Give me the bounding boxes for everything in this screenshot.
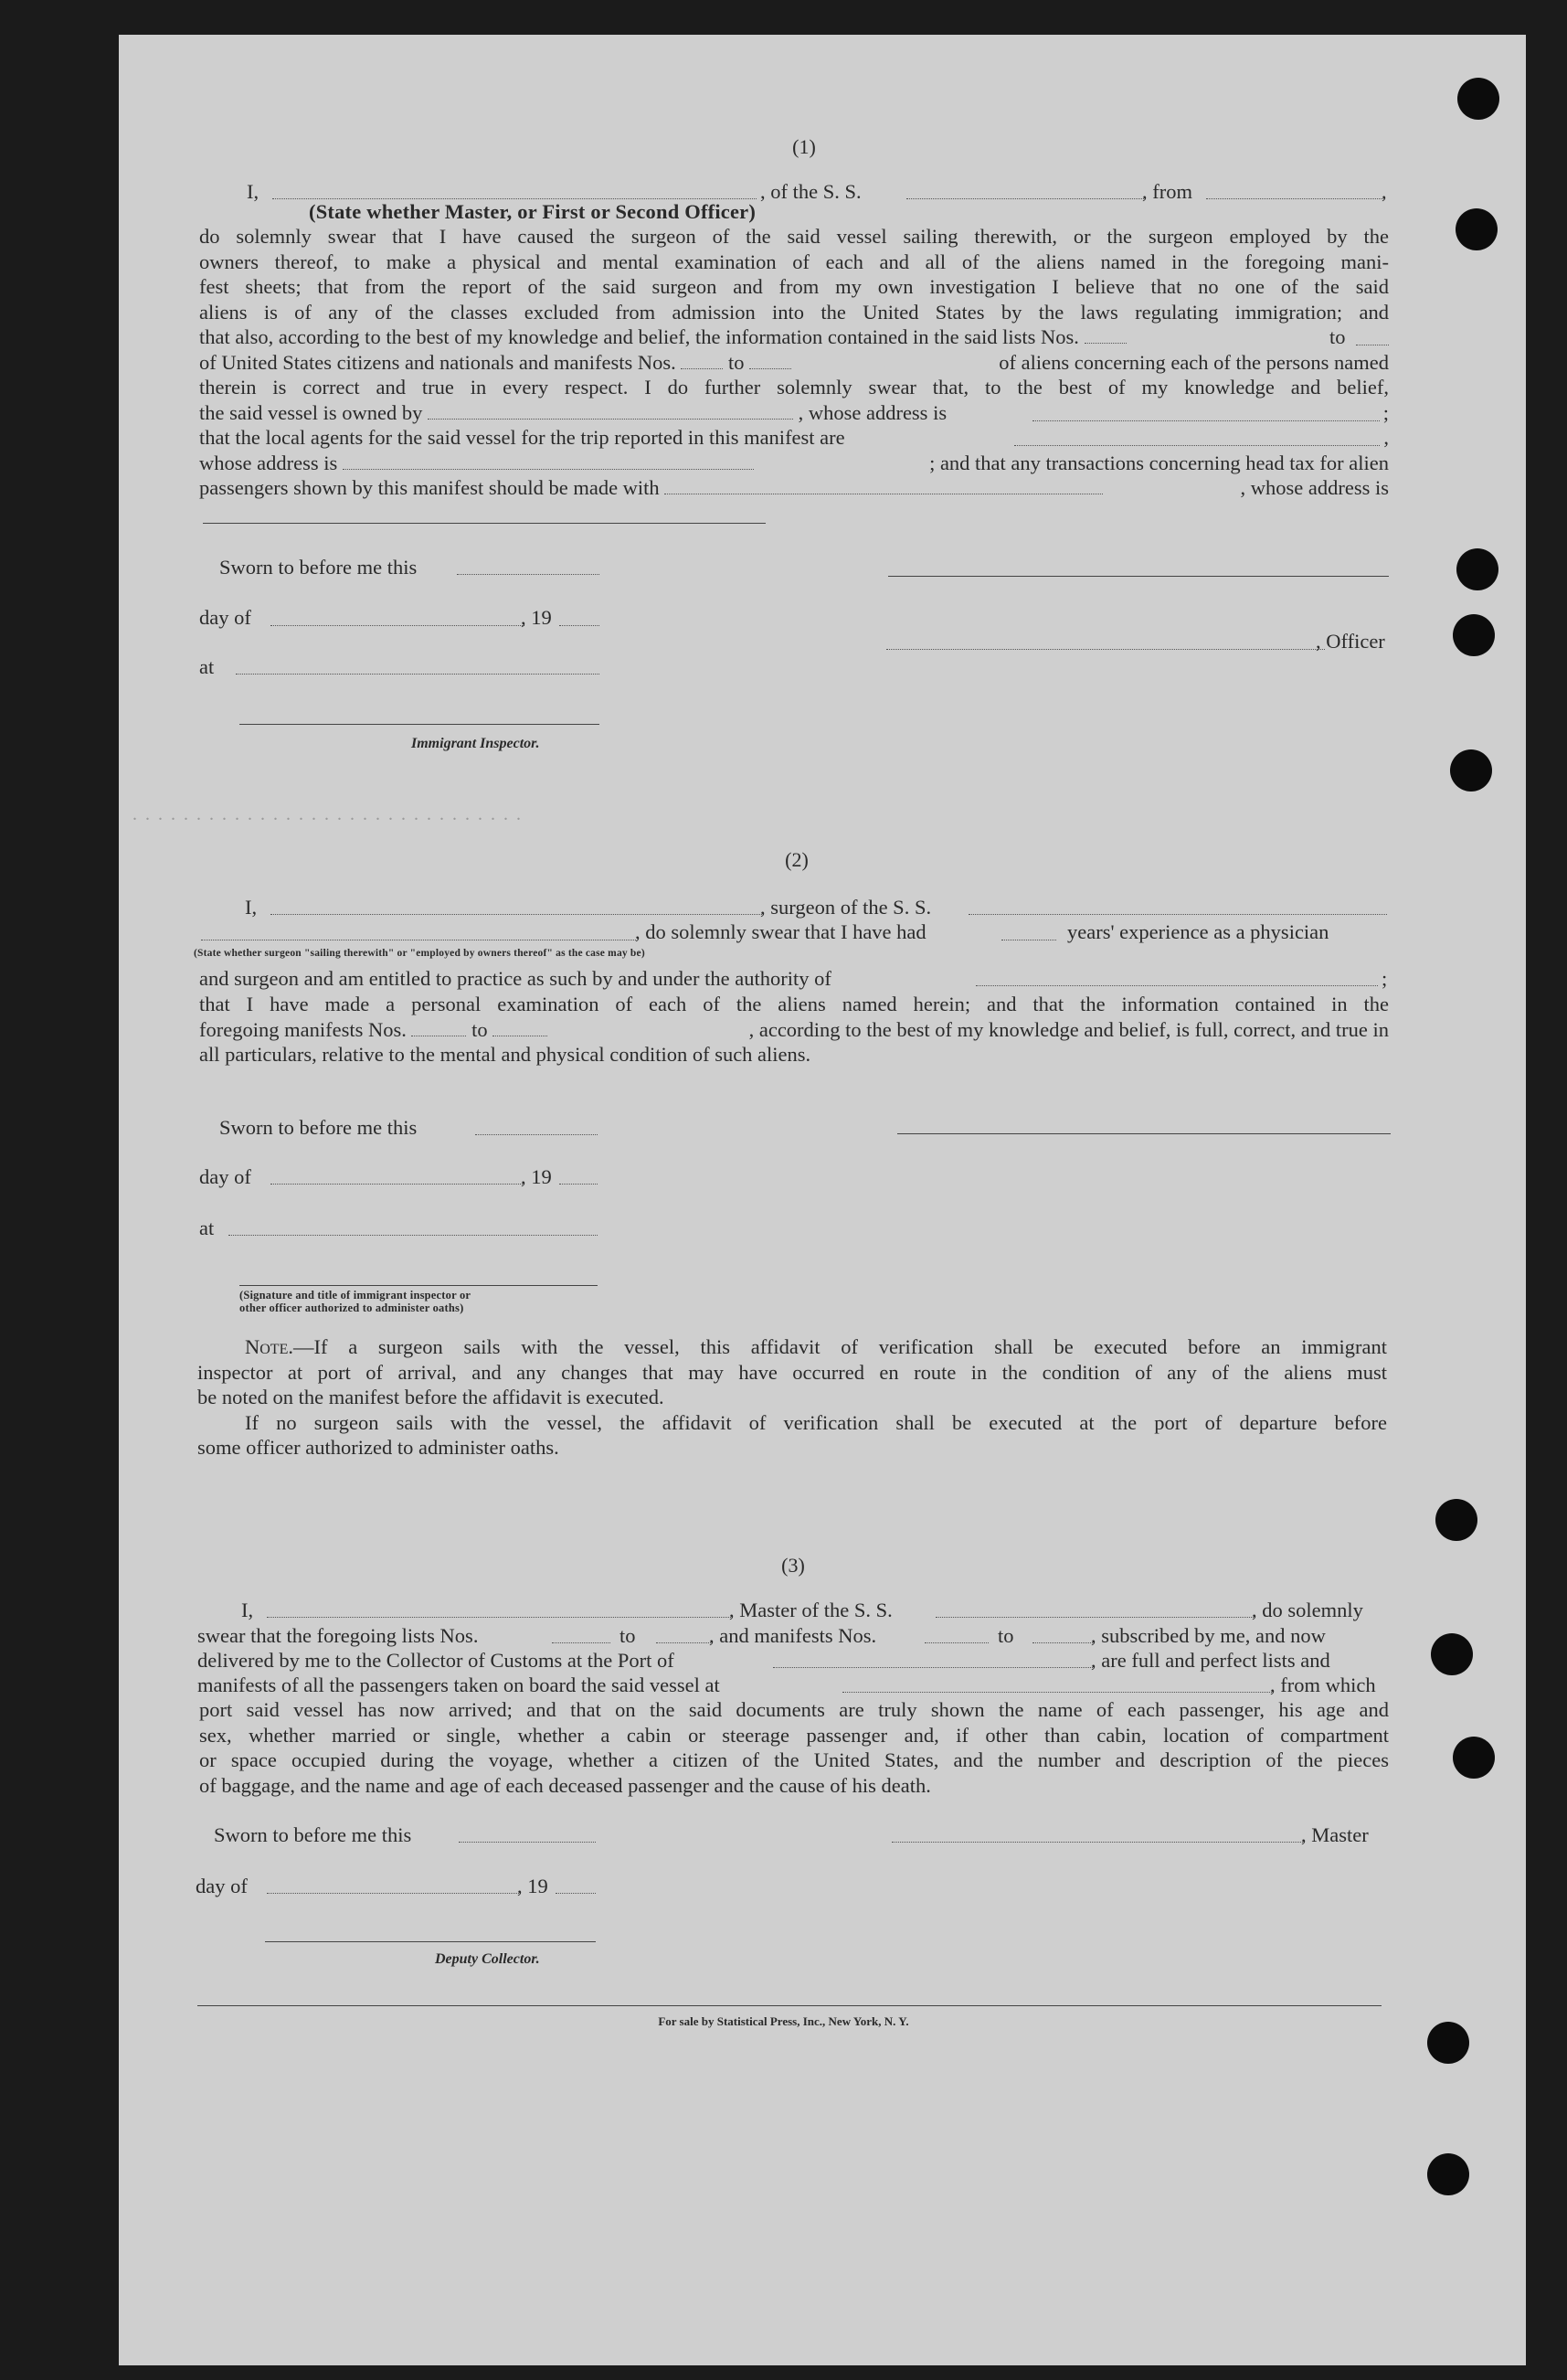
section-1-body [199,224,1389,501]
section-1-line: therein is correct and true in every respect. I do further solemnly swear that, to the best of my knowledge and belief, [199,376,1389,398]
sworn-year-field[interactable] [559,625,599,626]
note-line [197,1334,1387,1360]
manifests-text: foregoing manifests Nos. [199,1017,407,1041]
section-3-line: sex, whether married or single, whether a cabin or steerage passenger and, if other than cabin, location of compartment [199,1723,1389,1747]
section-2-line1-tail: , surgeon of the S. S. [760,896,932,919]
section-1-signer-title: Immigrant Inspector. [411,736,540,751]
section-1-officer: , Officer [1316,630,1385,653]
section-1-line [199,324,1389,350]
section-1-line1-from: , from [1142,180,1192,203]
section-1-line: owners thereof, to make a physical and mental examination of each and all of the aliens named in the foregoing mani- [199,250,1389,273]
section-2-line2-tail: years' experience as a physician [1067,920,1329,943]
section-2-at: at [199,1217,215,1239]
binder-hole [1456,208,1498,250]
section-1-year: , 19 [521,606,552,629]
section-3-line: port said vessel has now arrived; and that on the said documents are truly shown the name of each passenger, his age and [199,1698,1389,1721]
to-word: to [471,1017,488,1041]
section-3-l1-b: , Master of the S. S. [729,1599,893,1621]
section-2-signer-note-1: (Signature and title of immigrant inspector or [239,1289,471,1302]
binder-hole [1453,1737,1495,1779]
section-3-body [199,1697,1389,1798]
made-tail: , whose address is [1240,476,1389,499]
to-word: to [728,350,745,374]
section-3-l3-b: , are full and perfect lists and [1091,1649,1330,1672]
surgeon-vessel-field[interactable] [969,914,1387,915]
section-3-sworn-year-field[interactable] [556,1893,596,1894]
section-1-day-of: day of [199,606,251,629]
semicolon: ; [1382,400,1389,424]
section-1-line1-prefix: I, [247,180,259,203]
note-line: be noted on the manifest before the affidavit is executed. [197,1386,664,1408]
section-3-l2-a: swear that the foregoing lists Nos. [197,1624,479,1647]
footer-rule [197,2005,1382,2006]
section-2-sworn: Sworn to before me this [219,1116,418,1139]
address-continuation-line[interactable] [203,523,766,524]
section-1-sworn: Sworn to before me this [219,556,418,579]
section-3-sworn-day-field[interactable] [459,1842,596,1843]
binder-hole [1435,1499,1477,1541]
licensing-authority-field[interactable] [976,985,1378,986]
binder-hole [1453,614,1495,656]
section-3-l2-d: to [998,1624,1014,1647]
administering-officer-signature-line[interactable] [239,1285,598,1286]
section-1-at: at [199,655,215,678]
section-3-manifests-to-field[interactable] [1032,1642,1093,1643]
section-1-line [199,475,1389,501]
printer-credit: For sale by Statistical Press, Inc., New York, N. Y. [658,2014,909,2028]
comma: , [1383,426,1389,449]
section-1-line: fest sheets; that from the report of the said surgeon and from my own investigation I believe that no one of the said [199,275,1389,298]
section-3-year: , 19 [517,1875,548,1897]
surgeon-signature-line[interactable] [897,1133,1391,1134]
binder-hole [1450,749,1492,792]
sworn-month-field[interactable] [270,625,524,626]
section-3-vessel-field[interactable] [936,1617,1255,1618]
head-tax-party-field[interactable] [664,477,1103,494]
section-2-line1-prefix: I, [245,896,258,919]
inspector-signature-line[interactable] [239,724,599,725]
binder-hole [1427,2153,1469,2195]
surgeon-name-field[interactable] [270,914,764,915]
owned-tail: , whose address is [798,400,948,424]
section-3-l4-b: , from which [1270,1673,1376,1696]
section-2-line2-note: (State whether surgeon "sailing therewith" or "employed by owners thereof" as the case may be) [194,948,645,959]
manifests-text: of United States citizens and nationals and manifests Nos. [199,350,676,374]
sworn-day-field[interactable] [457,574,599,575]
section-3-signer-title: Deputy Collector. [435,1951,540,1967]
section-2-year: , 19 [521,1165,552,1188]
bleed-through-marks: . . . . . . . . . . . . . . . . . . . . . . . . . . . . . . . [132,804,523,824]
binder-hole [1431,1633,1473,1675]
surgeon-sworn-year-field[interactable] [559,1184,598,1185]
section-3-sworn-month-field[interactable] [267,1893,521,1894]
agents-field[interactable] [1014,429,1380,446]
section-3-port-field[interactable] [773,1667,1093,1668]
section-3-day-of: day of [196,1875,248,1897]
owner-address-field[interactable] [1032,404,1380,421]
section-3-master: , Master [1301,1823,1369,1846]
section-3-l2-e: , subscribed by me, and now [1091,1624,1326,1647]
agents-address-field[interactable] [343,452,754,470]
binder-hole [1457,78,1499,120]
surgeon-sworn-place-field[interactable] [228,1235,598,1236]
section-2-line [199,1017,1389,1043]
section-2-body [199,992,1389,1068]
section-2-line2-mid: , do solemnly swear that I have had [635,920,926,943]
section-1-number: (1) [792,135,816,158]
departure-port-field[interactable] [1206,198,1385,199]
binder-hole [1456,548,1498,590]
section-2-line3: and surgeon and am entitled to practice as such by and under the authority of [199,967,831,990]
section-1-line: aliens is of any of the classes excluded from admission into the United States by the laws regulating immigration; and [199,300,1389,324]
manifests-to-field[interactable] [749,352,791,369]
section-1-line [199,425,1389,451]
manifests-from-field[interactable] [681,352,723,369]
section-3-line: or space occupied during the voyage, whether a citizen of the United States, and the number and description of the pieces [199,1748,1389,1771]
surgeon-manifests-from-field[interactable] [411,1019,466,1036]
section-3-l1-a: I, [241,1599,254,1621]
section-2-line3-end: ; [1382,967,1388,990]
deputy-collector-signature-line[interactable] [265,1941,596,1942]
to-word: to [1329,325,1346,348]
owner-field[interactable] [428,402,793,420]
section-2-line5-tail: , according to the best of my knowledge and belief, is full, correct, and true in [748,1017,1389,1041]
lists-to-field[interactable] [1356,328,1389,345]
section-3-master-signature-field[interactable] [892,1842,1305,1843]
section-1-line: do solemnly swear that I have caused the surgeon of the said vessel sailing therewith, or the surgeon employed by the [199,225,1389,248]
section-1-line [199,400,1389,426]
note-line: inspector at port of arrival, and any changes that may have occurred en route in the condition of any of the aliens must [197,1360,1387,1384]
section-2-day-of: day of [199,1165,251,1188]
section-1-line [199,350,1389,376]
officer-signature-line-top[interactable] [888,576,1389,577]
surgeon-manifests-to-field[interactable] [492,1019,547,1036]
section-1-line1-end: , [1382,180,1387,203]
section-1-line1-mid: , of the S. S. [760,180,862,203]
section-2-line: that I have made a personal examination of each of the aliens named herein; and that the information contained in the [199,993,1389,1015]
officer-signature-field[interactable] [886,649,1325,650]
lists-text: that also, according to the best of my knowledge and belief, the information contained in the said lists Nos. [199,325,1079,348]
section-3-line: of baggage, and the name and age of each deceased passenger and the cause of his death. [199,1773,931,1797]
address-text: whose address is [199,451,338,474]
aliens-tail: of aliens concerning each of the persons named [999,350,1389,374]
section-3-lists-to-field[interactable] [656,1642,711,1643]
section-3-master-field[interactable] [267,1617,733,1618]
note-label: Note. [245,1335,293,1358]
section-3-embark-port-field[interactable] [842,1692,1272,1693]
lists-from-field[interactable] [1085,326,1127,344]
surgeon-sworn-day-field[interactable] [475,1134,598,1135]
note-block [197,1334,1387,1461]
section-1-line [199,451,1389,476]
section-3-l1-c: , do solemnly [1252,1599,1363,1621]
agents-text: that the local agents for the said vessel for the trip reported in this manifest are [199,426,845,449]
section-3-l2-b: to [619,1624,636,1647]
section-1-line1-note: (State whether Master, or First or Second Officer) [309,200,757,223]
section-3-lists-from-field[interactable] [552,1642,610,1643]
section-3-number: (3) [781,1554,805,1577]
note-line: If no surgeon sails with the vessel, the affidavit of verification shall be executed at the port of departure before [245,1410,1387,1434]
owned-text: the said vessel is owned by [199,400,423,424]
section-3-manifests-from-field[interactable] [925,1642,989,1643]
surgeon-sworn-month-field[interactable] [270,1184,524,1185]
note-text: —If a surgeon sails with the vessel, this affidavit of verification shall be executed before an immigrant [292,1335,1387,1358]
section-2-line: all particulars, relative to the mental and physical condition of such aliens. [199,1043,811,1066]
section-3-sworn: Sworn to before me this [214,1823,412,1846]
made-text: passengers shown by this manifest should be made with [199,476,660,499]
section-2-signer-note-2: other officer authorized to administer oaths) [239,1302,464,1314]
sworn-place-field[interactable] [236,674,599,675]
section-3-l2-c: , and manifests Nos. [709,1624,877,1647]
section-3-l4-a: manifests of all the passengers taken on board the said vessel at [197,1673,720,1696]
section-2-number: (2) [785,848,809,871]
section-3-l3-a: delivered by me to the Collector of Customs at the Port of [197,1649,674,1672]
note-line: some officer authorized to administer oaths. [197,1436,559,1459]
vessel-name-field[interactable] [906,198,1146,199]
address-tail: ; and that any transactions concerning head tax for alien [929,451,1389,474]
